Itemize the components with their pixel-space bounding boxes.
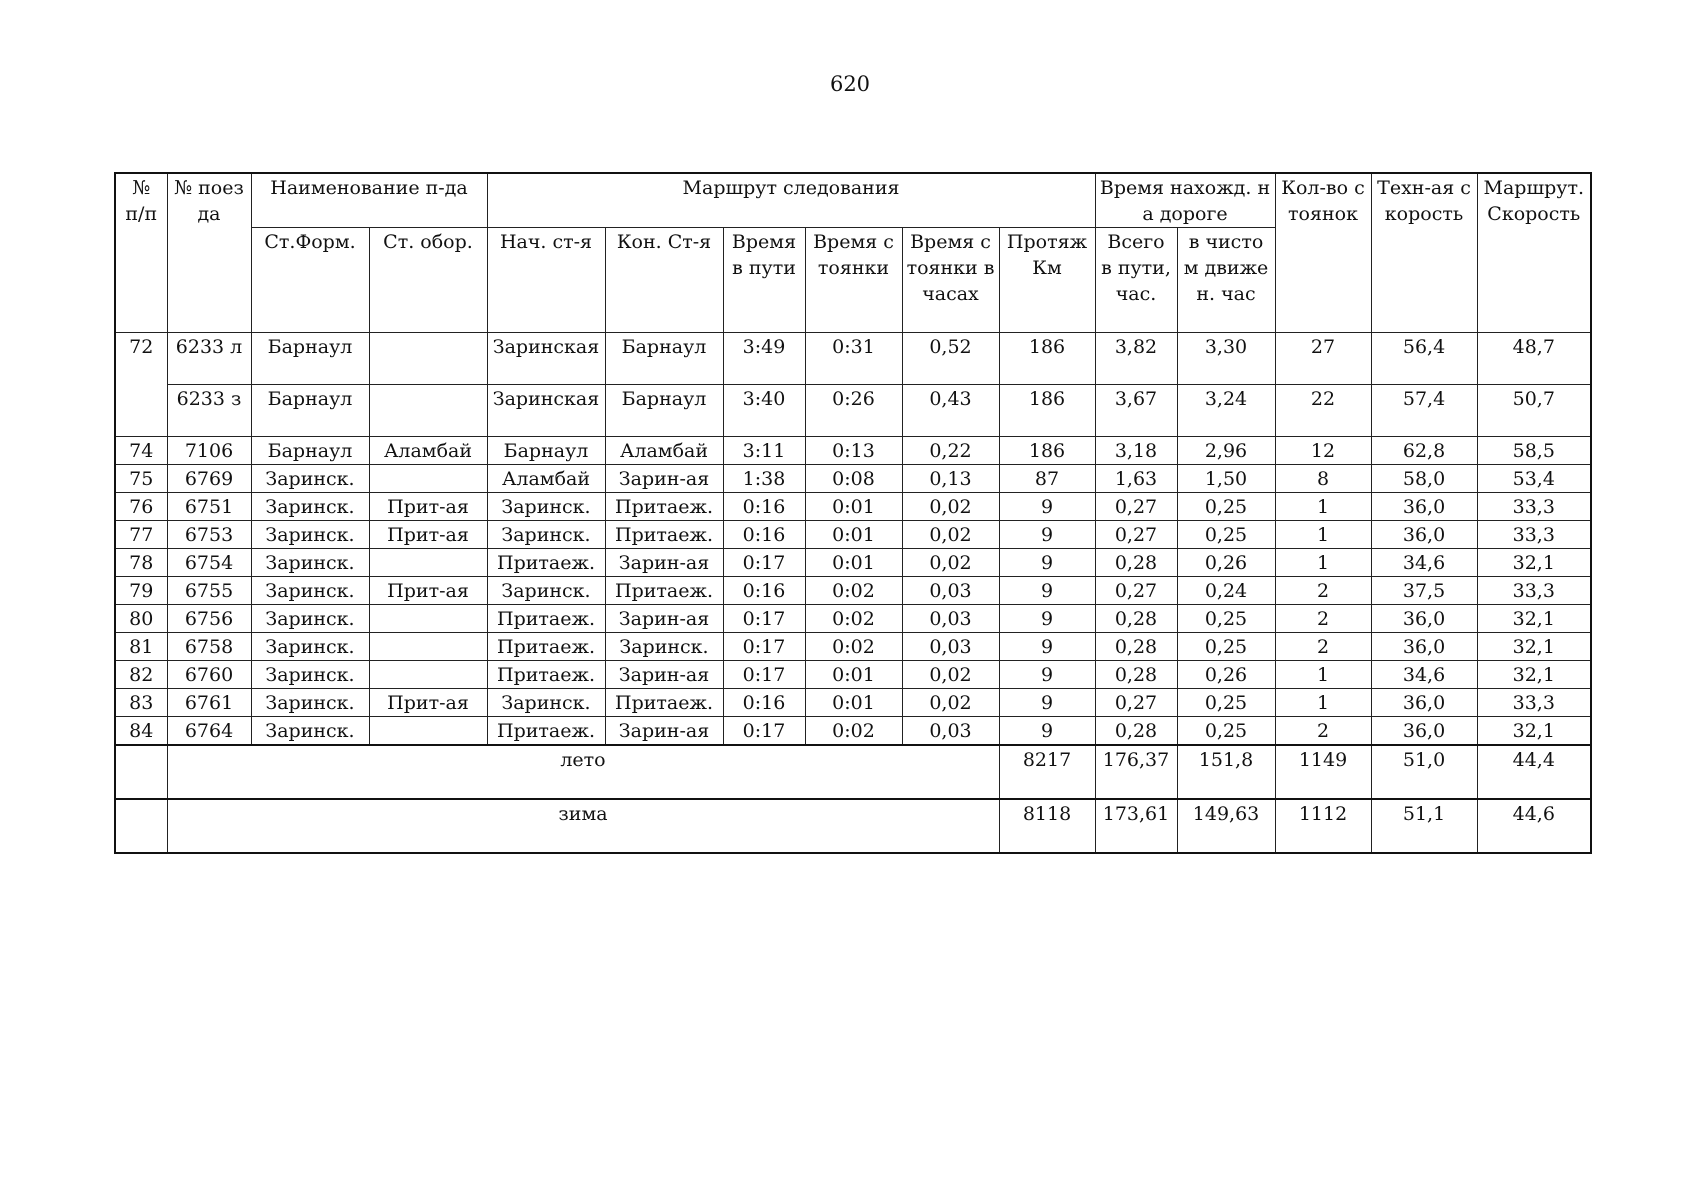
- cell-end-station: Притаеж.: [605, 689, 723, 717]
- cell-num: 76: [115, 493, 167, 521]
- cell-end-station: Притаеж.: [605, 521, 723, 549]
- cell-train: 6761: [167, 689, 251, 717]
- cell-end-station: Зарин-ая: [605, 549, 723, 577]
- cell-tech-speed: 34,6: [1371, 549, 1477, 577]
- cell-travel-time: 0:17: [723, 661, 805, 689]
- cell-turn-station: Прит-ая: [369, 493, 487, 521]
- cell-start-station: Заринск.: [487, 521, 605, 549]
- header-train-no: № поезда: [167, 173, 251, 333]
- cell-form-station: Заринск.: [251, 521, 369, 549]
- cell-length-km: 9: [999, 633, 1095, 661]
- table-row: [115, 717, 1591, 746]
- total-total: 176,37: [1095, 745, 1177, 799]
- cell-stop-time: 0:01: [805, 689, 902, 717]
- cell-tech-speed: 57,4: [1371, 385, 1477, 437]
- cell-start-station: Заринская: [487, 385, 605, 437]
- cell-travel-time: 1:38: [723, 465, 805, 493]
- cell-train: 6755: [167, 577, 251, 605]
- cell-net-h: 0,25: [1177, 689, 1275, 717]
- cell-stops-count: 12: [1275, 437, 1371, 465]
- cell-stops-count: 27: [1275, 333, 1371, 385]
- total-tech: 51,1: [1371, 799, 1477, 853]
- cell-stop-time-h: 0,02: [902, 549, 999, 577]
- cell-start-station: Притаеж.: [487, 717, 605, 746]
- cell-turn-station: [369, 385, 487, 437]
- total-label: лето: [167, 745, 999, 799]
- cell-stop-time-h: 0,22: [902, 437, 999, 465]
- cell-turn-station: Прит-ая: [369, 577, 487, 605]
- cell-form-station: Заринск.: [251, 717, 369, 746]
- table-row: [115, 333, 1591, 385]
- cell-start-station: Барнаул: [487, 437, 605, 465]
- total-tech: 51,0: [1371, 745, 1477, 799]
- cell-stop-time-h: 0,02: [902, 689, 999, 717]
- cell-total-h: 1,63: [1095, 465, 1177, 493]
- header-num-pp: № п/п: [115, 173, 167, 333]
- cell-stop-time-h: 0,03: [902, 605, 999, 633]
- cell-num: 84: [115, 717, 167, 746]
- header-st-form: Ст.Форм.: [251, 228, 369, 333]
- cell-train: 6760: [167, 661, 251, 689]
- cell-stops-count: 2: [1275, 717, 1371, 746]
- cell-stop-time-h: 0,52: [902, 333, 999, 385]
- cell-tech-speed: 36,0: [1371, 493, 1477, 521]
- header-stops-count: Кол-во стоянок: [1275, 173, 1371, 333]
- cell-end-station: Притаеж.: [605, 577, 723, 605]
- cell-start-station: Заринск.: [487, 577, 605, 605]
- header-route-speed: Маршрут. Скорость: [1477, 173, 1591, 333]
- header-stop-time-h: Время стоянки в часах: [902, 228, 999, 333]
- cell-tech-speed: 36,0: [1371, 717, 1477, 746]
- cell-total-h: 0,27: [1095, 521, 1177, 549]
- table-row: [115, 633, 1591, 661]
- cell-stops-count: 1: [1275, 689, 1371, 717]
- cell-end-station: Зарин-ая: [605, 661, 723, 689]
- cell-start-station: Заринск.: [487, 493, 605, 521]
- cell-travel-time: 3:11: [723, 437, 805, 465]
- total-net: 149,63: [1177, 799, 1275, 853]
- cell-start-station: Притаеж.: [487, 633, 605, 661]
- cell-route-speed: 48,7: [1477, 333, 1591, 385]
- cell-length-km: 9: [999, 549, 1095, 577]
- cell-end-station: Заринск.: [605, 633, 723, 661]
- cell-stops-count: 1: [1275, 549, 1371, 577]
- cell-length-km: 9: [999, 689, 1095, 717]
- cell-stops-count: 2: [1275, 633, 1371, 661]
- cell-net-h: 0,25: [1177, 493, 1275, 521]
- cell-stop-time: 0:02: [805, 605, 902, 633]
- cell-num: 83: [115, 689, 167, 717]
- total-blank-cell: [115, 799, 167, 853]
- cell-turn-station: Прит-ая: [369, 689, 487, 717]
- cell-num: 80: [115, 605, 167, 633]
- total-route-sp: 44,4: [1477, 745, 1591, 799]
- cell-net-h: 0,25: [1177, 521, 1275, 549]
- cell-stops-count: 2: [1275, 605, 1371, 633]
- cell-length-km: 9: [999, 521, 1095, 549]
- cell-train: 6753: [167, 521, 251, 549]
- cell-num: 79: [115, 577, 167, 605]
- cell-train: 6233 л: [167, 333, 251, 385]
- total-label: зима: [167, 799, 999, 853]
- cell-total-h: 0,27: [1095, 689, 1177, 717]
- cell-length-km: 9: [999, 717, 1095, 746]
- cell-stops-count: 2: [1275, 577, 1371, 605]
- cell-stop-time-h: 0,02: [902, 661, 999, 689]
- cell-stop-time: 0:31: [805, 333, 902, 385]
- cell-turn-station: [369, 661, 487, 689]
- train-schedule-table: [114, 172, 1592, 854]
- table-row: [115, 385, 1591, 437]
- cell-stop-time-h: 0,43: [902, 385, 999, 437]
- cell-turn-station: [369, 605, 487, 633]
- cell-route-speed: 32,1: [1477, 717, 1591, 746]
- cell-stops-count: 1: [1275, 661, 1371, 689]
- cell-turn-station: [369, 717, 487, 746]
- cell-net-h: 0,26: [1177, 661, 1275, 689]
- cell-end-station: Зарин-ая: [605, 717, 723, 746]
- cell-end-station: Барнаул: [605, 333, 723, 385]
- table-row: [115, 689, 1591, 717]
- total-km: 8118: [999, 799, 1095, 853]
- cell-start-station: Заринск.: [487, 689, 605, 717]
- cell-length-km: 87: [999, 465, 1095, 493]
- cell-route-speed: 32,1: [1477, 661, 1591, 689]
- cell-train: 6233 з: [167, 385, 251, 437]
- cell-start-station: Притаеж.: [487, 549, 605, 577]
- cell-travel-time: 3:49: [723, 333, 805, 385]
- cell-route-speed: 33,3: [1477, 493, 1591, 521]
- cell-total-h: 3,18: [1095, 437, 1177, 465]
- cell-length-km: 9: [999, 661, 1095, 689]
- header-travel-time: Время в пути: [723, 228, 805, 333]
- cell-turn-station: [369, 633, 487, 661]
- cell-train: 6751: [167, 493, 251, 521]
- cell-route-speed: 32,1: [1477, 549, 1591, 577]
- cell-num: 81: [115, 633, 167, 661]
- cell-total-h: 0,28: [1095, 549, 1177, 577]
- cell-num: 75: [115, 465, 167, 493]
- table-row: [115, 437, 1591, 465]
- cell-travel-time: 0:16: [723, 521, 805, 549]
- total-blank-cell: [115, 745, 167, 799]
- total-net: 151,8: [1177, 745, 1275, 799]
- header-train-name: Наименование п-да: [251, 173, 487, 228]
- cell-stop-time: 0:01: [805, 521, 902, 549]
- cell-route-speed: 53,4: [1477, 465, 1591, 493]
- cell-net-h: 0,24: [1177, 577, 1275, 605]
- cell-net-h: 0,26: [1177, 549, 1275, 577]
- cell-total-h: 0,28: [1095, 605, 1177, 633]
- cell-form-station: Заринск.: [251, 605, 369, 633]
- cell-stop-time-h: 0,02: [902, 521, 999, 549]
- header-stop-time: Время стоянки: [805, 228, 902, 333]
- total-stops: 1149: [1275, 745, 1371, 799]
- cell-stops-count: 8: [1275, 465, 1371, 493]
- header-st-turn: Ст. обор.: [369, 228, 487, 333]
- cell-stop-time: 0:01: [805, 549, 902, 577]
- cell-num: 72: [115, 333, 167, 437]
- cell-travel-time: 0:16: [723, 689, 805, 717]
- cell-route-speed: 50,7: [1477, 385, 1591, 437]
- cell-start-station: Притаеж.: [487, 605, 605, 633]
- cell-turn-station: [369, 549, 487, 577]
- cell-stop-time: 0:02: [805, 577, 902, 605]
- cell-num: 77: [115, 521, 167, 549]
- cell-length-km: 186: [999, 333, 1095, 385]
- header-length-km: Протяж Км: [999, 228, 1095, 333]
- cell-net-h: 0,25: [1177, 605, 1275, 633]
- cell-tech-speed: 34,6: [1371, 661, 1477, 689]
- cell-route-speed: 33,3: [1477, 577, 1591, 605]
- table-row: [115, 661, 1591, 689]
- cell-train: 6754: [167, 549, 251, 577]
- cell-tech-speed: 36,0: [1371, 521, 1477, 549]
- cell-form-station: Барнаул: [251, 333, 369, 385]
- cell-net-h: 3,30: [1177, 333, 1275, 385]
- cell-length-km: 9: [999, 493, 1095, 521]
- cell-train: 7106: [167, 437, 251, 465]
- cell-end-station: Аламбай: [605, 437, 723, 465]
- cell-stops-count: 22: [1275, 385, 1371, 437]
- cell-tech-speed: 36,0: [1371, 689, 1477, 717]
- cell-turn-station: [369, 465, 487, 493]
- header-total-h: Всего в пути, час.: [1095, 228, 1177, 333]
- cell-end-station: Зарин-ая: [605, 605, 723, 633]
- table-row: [115, 577, 1591, 605]
- cell-total-h: 0,28: [1095, 661, 1177, 689]
- cell-turn-station: [369, 333, 487, 385]
- cell-length-km: 9: [999, 605, 1095, 633]
- cell-route-speed: 58,5: [1477, 437, 1591, 465]
- header-tech-speed: Техн-ая скорость: [1371, 173, 1477, 333]
- cell-total-h: 0,27: [1095, 577, 1177, 605]
- cell-total-h: 0,28: [1095, 717, 1177, 746]
- cell-tech-speed: 36,0: [1371, 605, 1477, 633]
- cell-turn-station: Прит-ая: [369, 521, 487, 549]
- total-route-sp: 44,6: [1477, 799, 1591, 853]
- cell-stop-time: 0:02: [805, 633, 902, 661]
- cell-start-station: Притаеж.: [487, 661, 605, 689]
- page-number: 620: [829, 72, 871, 96]
- header-end-st: Кон. Ст-я: [605, 228, 723, 333]
- cell-length-km: 186: [999, 385, 1095, 437]
- cell-tech-speed: 36,0: [1371, 633, 1477, 661]
- cell-tech-speed: 62,8: [1371, 437, 1477, 465]
- cell-form-station: Заринск.: [251, 465, 369, 493]
- cell-train: 6769: [167, 465, 251, 493]
- cell-travel-time: 3:40: [723, 385, 805, 437]
- cell-tech-speed: 37,5: [1371, 577, 1477, 605]
- cell-end-station: Притаеж.: [605, 493, 723, 521]
- cell-stops-count: 1: [1275, 521, 1371, 549]
- header-route: Маршрут следования: [487, 173, 1095, 228]
- table-row: [115, 549, 1591, 577]
- cell-form-station: Заринск.: [251, 549, 369, 577]
- cell-stop-time-h: 0,03: [902, 717, 999, 746]
- cell-route-speed: 33,3: [1477, 689, 1591, 717]
- cell-travel-time: 0:17: [723, 717, 805, 746]
- cell-travel-time: 0:17: [723, 549, 805, 577]
- cell-stops-count: 1: [1275, 493, 1371, 521]
- cell-net-h: 1,50: [1177, 465, 1275, 493]
- cell-total-h: 0,28: [1095, 633, 1177, 661]
- cell-net-h: 0,25: [1177, 717, 1275, 746]
- cell-num: 82: [115, 661, 167, 689]
- cell-total-h: 3,67: [1095, 385, 1177, 437]
- cell-form-station: Заринск.: [251, 577, 369, 605]
- cell-stop-time: 0:02: [805, 717, 902, 746]
- cell-stop-time-h: 0,03: [902, 633, 999, 661]
- cell-travel-time: 0:17: [723, 605, 805, 633]
- cell-tech-speed: 56,4: [1371, 333, 1477, 385]
- cell-train: 6764: [167, 717, 251, 746]
- cell-stop-time-h: 0,02: [902, 493, 999, 521]
- cell-form-station: Заринск.: [251, 633, 369, 661]
- header-start-st: Нач. ст-я: [487, 228, 605, 333]
- table-row: [115, 493, 1591, 521]
- cell-length-km: 9: [999, 577, 1095, 605]
- cell-start-station: Аламбай: [487, 465, 605, 493]
- cell-start-station: Заринская: [487, 333, 605, 385]
- cell-turn-station: Аламбай: [369, 437, 487, 465]
- cell-stop-time: 0:13: [805, 437, 902, 465]
- cell-form-station: Заринск.: [251, 493, 369, 521]
- cell-route-speed: 33,3: [1477, 521, 1591, 549]
- cell-length-km: 186: [999, 437, 1095, 465]
- cell-num: 78: [115, 549, 167, 577]
- cell-net-h: 0,25: [1177, 633, 1275, 661]
- cell-form-station: Барнаул: [251, 437, 369, 465]
- cell-form-station: Барнаул: [251, 385, 369, 437]
- total-stops: 1112: [1275, 799, 1371, 853]
- total-total: 173,61: [1095, 799, 1177, 853]
- cell-net-h: 2,96: [1177, 437, 1275, 465]
- table-row: [115, 605, 1591, 633]
- cell-end-station: Зарин-ая: [605, 465, 723, 493]
- cell-tech-speed: 58,0: [1371, 465, 1477, 493]
- cell-stop-time: 0:01: [805, 493, 902, 521]
- cell-end-station: Барнаул: [605, 385, 723, 437]
- cell-stop-time: 0:08: [805, 465, 902, 493]
- cell-train: 6758: [167, 633, 251, 661]
- header-row-1: [115, 173, 1591, 228]
- table-row: [115, 521, 1591, 549]
- cell-net-h: 3,24: [1177, 385, 1275, 437]
- cell-total-h: 3,82: [1095, 333, 1177, 385]
- total-row: [115, 745, 1591, 799]
- cell-num: 74: [115, 437, 167, 465]
- cell-route-speed: 32,1: [1477, 605, 1591, 633]
- cell-train: 6756: [167, 605, 251, 633]
- cell-form-station: Заринск.: [251, 689, 369, 717]
- cell-stop-time: 0:01: [805, 661, 902, 689]
- table-row: [115, 465, 1591, 493]
- cell-total-h: 0,27: [1095, 493, 1177, 521]
- cell-stop-time-h: 0,03: [902, 577, 999, 605]
- cell-travel-time: 0:17: [723, 633, 805, 661]
- total-km: 8217: [999, 745, 1095, 799]
- header-time-on-road: Время нахожд. на дороге: [1095, 173, 1275, 228]
- total-row: [115, 799, 1591, 853]
- header-net-h: в чистом движен. час: [1177, 228, 1275, 333]
- cell-route-speed: 32,1: [1477, 633, 1591, 661]
- cell-stop-time-h: 0,13: [902, 465, 999, 493]
- cell-stop-time: 0:26: [805, 385, 902, 437]
- cell-travel-time: 0:16: [723, 577, 805, 605]
- cell-travel-time: 0:16: [723, 493, 805, 521]
- cell-form-station: Заринск.: [251, 661, 369, 689]
